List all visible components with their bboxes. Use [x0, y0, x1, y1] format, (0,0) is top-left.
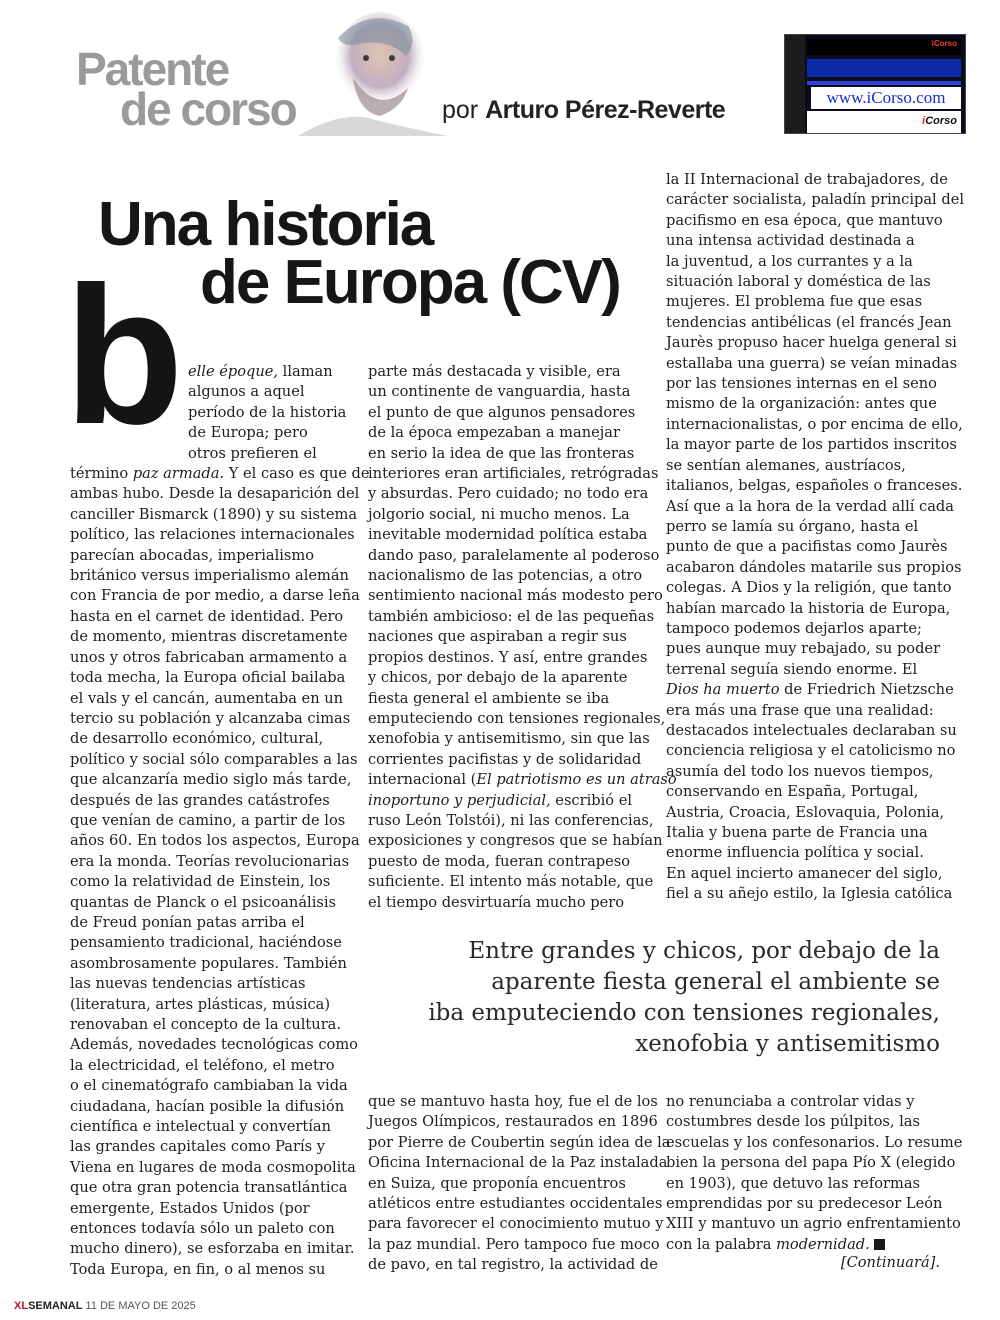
text-line: por las tensiones internas en el seno	[666, 375, 937, 393]
text-line: conciencia religiosa y el catolicismo no	[666, 742, 956, 760]
text-line: pues aunque muy rebajado, su poder	[666, 640, 941, 658]
text-line: sentimiento nacional más modesto pero	[368, 587, 663, 605]
text-line: una intensa actividad destinada a	[666, 232, 915, 250]
text-line: dando paso, paralelamente al poderoso	[368, 546, 660, 564]
text-line: interiores eran artificiales, retrógradas	[368, 465, 659, 483]
text-line	[368, 791, 648, 811]
text-line: ciudadana, hacían posible la difusión	[70, 1097, 345, 1115]
text-line: mujeres. El problema fue que esas	[666, 293, 923, 311]
text-line: fiesta general el ambiente se iba	[368, 689, 610, 707]
drop-cap: b	[64, 246, 184, 465]
text-line: internacionalistas, o por encima de ello,	[666, 415, 963, 433]
ad-bottom-logo: iCorso	[922, 115, 957, 127]
text-line: nacionalismo de las potencias, a otro	[368, 567, 643, 585]
pull-quote-line: iba emputeciendo con tensiones regionales,	[428, 1000, 940, 1026]
text-line: ruso León Tolstói), ni las conferencias,	[368, 811, 654, 829]
text-line: inevitable modernidad política estaba	[368, 526, 648, 544]
text-line: enorme influencia política y social.	[666, 844, 924, 862]
text-line: de momento, mientras discretamente	[70, 628, 348, 646]
text-line	[70, 464, 370, 484]
column-2-bottom	[368, 1092, 671, 1276]
text-line: político, las relaciones internacionales	[70, 526, 355, 544]
column-1	[70, 362, 370, 1280]
text-line: Además, novedades tecnológicas como	[70, 1036, 358, 1054]
article-title-line1: Una historia	[98, 190, 433, 259]
text-line: corrientes pacifistas y de solidaridad	[368, 750, 642, 768]
text-line: las nuevas tendencias artísticas	[70, 975, 306, 993]
italic-run: paz armada.	[132, 465, 225, 483]
text-line: en 1903), que detuvo las reformas	[666, 1174, 921, 1192]
page-footer	[14, 1300, 196, 1312]
text-line: emergente, Estados Unidos (por	[70, 1199, 310, 1217]
text-line: la juventud, a los currantes y a la	[666, 252, 913, 270]
text-line: y chicos, por debajo de la aparente	[368, 669, 628, 687]
footer-brand-xl: XL	[14, 1300, 29, 1312]
column-3-top	[666, 170, 965, 905]
text-line: tercio su población y alcanzaba cimas	[70, 709, 351, 727]
text-line: Oficina Internacional de la Paz instalada	[368, 1154, 668, 1172]
italic-run: modernidad.	[776, 1235, 870, 1253]
footer-brand-semanal: SEMANAL	[28, 1300, 83, 1312]
text-line: que venían de camino, a partir de los	[70, 811, 346, 829]
text-line: asombrosamente populares. También	[70, 954, 347, 972]
text-line: se sentían alemanes, austríacos,	[666, 456, 906, 474]
text-line: el vals y el cancán, aumentaba en un	[70, 689, 344, 707]
text-line: también ambicioso: el de las pequeñas	[368, 607, 655, 625]
footer-date: 11 DE MAYO DE 2025	[85, 1300, 196, 1312]
text-line: acabaron dándoles matarile sus propios	[666, 558, 962, 576]
ad-url[interactable]: www.iCorso.com	[811, 87, 961, 109]
italic-run: elle époque,	[188, 363, 279, 380]
text-line: años 60. En todos los aspectos, Europa	[70, 832, 360, 850]
text-line: como la relatividad de Einstein, los	[70, 873, 331, 891]
pull-quote-line: aparente fiesta general el ambiente se	[491, 969, 940, 995]
text-line: pensamiento tradicional, haciéndose	[70, 934, 342, 952]
text-line: que se mantuvo hasta hoy, fue el de los	[368, 1093, 658, 1110]
text-line: italianos, belgas, españoles o franceses.	[666, 477, 963, 495]
text-line: parecían abocadas, imperialismo	[70, 546, 315, 564]
text-run: Y el caso es que de	[224, 465, 370, 483]
text-line: después de las grandes catástrofes	[70, 791, 330, 809]
text-run: con la palabra	[666, 1235, 777, 1253]
text-run: internacional (	[368, 771, 477, 789]
text-line: en Suiza, que proponía encuentros	[368, 1174, 626, 1192]
text-line: Así que a la hora de la verdad allí cada	[666, 497, 954, 515]
text-line: bien la persona del papa Pío X (elegido	[666, 1154, 956, 1172]
italic-run: inoportuno y perjudicial,	[368, 791, 551, 809]
text-line: tampoco podemos dejarlos aparte;	[666, 619, 922, 637]
pull-quote-line: xenofobia y antisemitismo	[635, 1031, 940, 1057]
text-line: con Francia de por medio, a darse leña	[70, 587, 360, 605]
text-line: en serio la idea de que las fronteras	[368, 444, 635, 462]
text-line: para favorecer el conocimiento mutuo y	[368, 1215, 664, 1233]
ad-side-strip	[785, 35, 805, 133]
text-line: canciller Bismarck (1890) y su sistema	[70, 505, 358, 523]
text-line: la II Internacional de trabajadores, de	[666, 171, 948, 188]
text-line: propios destinos. Y así, entre grandes	[368, 648, 648, 666]
text-line: pacifismo en esa época, que mantuvo	[666, 211, 943, 229]
text-line	[368, 770, 677, 790]
text-line	[70, 362, 340, 382]
text-line: XIII y mantuvo un agrio enfrentamiento	[666, 1215, 961, 1233]
pull-quote	[372, 936, 940, 1060]
italic-run: El patriotismo es un atraso	[476, 771, 677, 789]
ad-blue-bar-thin	[807, 81, 961, 85]
text-line: el punto de que algunos pensadores	[368, 403, 636, 421]
text-line: Italia y buena parte de Francia una	[666, 824, 928, 841]
text-line: por Pierre de Coubertin según idea de la	[368, 1133, 671, 1151]
text-line	[666, 680, 954, 700]
section-title-line2: de corso	[120, 83, 296, 135]
text-line: costumbres desde los púlpitos, las	[666, 1113, 920, 1131]
text-line: parte más destacada y visible, era	[368, 363, 621, 380]
continued-note: [Continuará].	[840, 1254, 940, 1271]
icorso-website-ad[interactable]	[784, 34, 966, 134]
byline	[442, 96, 725, 125]
section-title-line1: Patente	[76, 43, 229, 95]
text-line	[666, 1235, 946, 1255]
text-line: las grandes capitales como París y	[70, 1138, 326, 1156]
author-portrait-illustration	[298, 8, 448, 138]
text-line: de Europa; pero	[188, 424, 308, 442]
text-line: político y social sólo comparables a las	[70, 750, 358, 768]
text-line: puesto de moda, fueran contrapeso	[368, 852, 631, 870]
end-of-article-square-icon	[874, 1239, 885, 1250]
text-line: la mayor parte de los partidos inscritos	[666, 436, 957, 454]
text-line: período de la historia	[188, 403, 347, 421]
text-line: algunos a aquel	[188, 383, 305, 401]
text-line: perro se lamía su órgano, hasta el	[666, 517, 919, 535]
text-line: mucho dinero), se esforzaba en imitar.	[70, 1240, 355, 1258]
text-line: científica e intelectual y convertían	[70, 1118, 331, 1136]
text-line: que alcanzaría medio siglo más tarde,	[70, 771, 352, 789]
text-line: no renunciaba a controlar vidas y	[666, 1093, 915, 1110]
text-line: destacados intelectuales declaraban su	[666, 721, 957, 739]
text-line: xenofobia y antisemitismo, sin que las	[368, 730, 650, 748]
text-line: británico versus imperialismo alemán	[70, 567, 349, 585]
text-line: de la época empezaban a manejar	[368, 424, 620, 442]
text-line: renovaban el concepto de la cultura.	[70, 1016, 342, 1033]
text-line: Toda Europa, en fin, o al menos su	[70, 1260, 326, 1278]
text-line: era más una frase que una realidad:	[666, 701, 934, 719]
text-line: de desarrollo económico, cultural,	[70, 730, 324, 748]
column-3-bottom	[666, 1092, 963, 1255]
text-line: la electricidad, el teléfono, el metro	[70, 1056, 335, 1074]
text-line: conservando en España, Portugal,	[666, 783, 919, 801]
text-line: la paz mundial. Pero tampoco fue moco	[368, 1235, 660, 1253]
byline-prefix: por	[442, 96, 479, 124]
text-line: mismo de la organización: antes que	[666, 395, 937, 413]
ad-mini-logo: iCorso	[931, 39, 957, 48]
text-line: escuelas y los confesonarios. Lo resume	[666, 1133, 963, 1151]
text-line: terrenal seguía siendo enorme. El	[666, 660, 918, 678]
author-name: Arturo Pérez-Reverte	[485, 96, 726, 124]
text-run: de Friedrich Nietzsche	[779, 681, 954, 699]
text-run: escribió el	[550, 791, 632, 809]
text-line: o el cinematógrafo cambiaban la vida	[70, 1077, 348, 1095]
pull-quote-line: Entre grandes y chicos, por debajo de la	[468, 938, 940, 964]
text-line: el tiempo desvirtuaría mucho pero	[368, 893, 624, 911]
article-title-line2: de Europa (CV)	[200, 248, 620, 317]
text-line: estallaba una guerra) se veían minadas	[666, 354, 958, 372]
text-line: En aquel incierto amanecer del siglo,	[666, 864, 943, 882]
text-line: tendencias antibélicas (el francés Jean	[666, 313, 952, 331]
text-line: Jaurès propuso hacer huelga general si	[666, 334, 957, 352]
text-line: carácter socialista, paladín principal del	[666, 191, 965, 209]
text-line: unos y otros fabricaban armamento a	[70, 648, 348, 666]
text-line: asumía del todo los nuevos tiempos,	[666, 762, 934, 780]
text-line: de pavo, en tal registro, la actividad de	[368, 1256, 658, 1274]
text-line: emputeciendo con tensiones regionales,	[368, 709, 666, 727]
text-line: punto de que a pacifistas como Jaurès	[666, 538, 948, 556]
text-line: toda mecha, la Europa oficial bailaba	[70, 669, 346, 687]
text-line: Juegos Olímpicos, restaurados en 1896	[368, 1113, 658, 1131]
text-line: y absurdas. Pero cuidado; no todo era	[368, 485, 649, 503]
ad-blue-bar	[807, 59, 961, 77]
text-line: otros prefieren el	[188, 444, 317, 462]
text-line: Viena en lugares de moda cosmopolita	[70, 1158, 356, 1176]
text-line: ambas hubo. Desde la desaparición del	[70, 485, 360, 503]
text-line: era la monda. Teorías revolucionarias	[70, 852, 350, 870]
text-line: colegas. A Dios y la religión, que tanto	[666, 579, 952, 597]
text-line: de Freud ponían patas arriba el	[70, 913, 305, 931]
text-line: jolgorio social, ni mucho menos. La	[368, 505, 630, 523]
text-line: situación laboral y doméstica de las	[666, 273, 931, 291]
text-line: naciones que aspiraban a regir sus	[368, 628, 627, 646]
text-line: exposiciones y congresos que se habían	[368, 832, 663, 850]
text-line: habían marcado la historia de Europa,	[666, 599, 951, 617]
text-line: un continente de vanguardia, hasta	[368, 383, 631, 401]
text-line: hasta en el carnet de identidad. Pero	[70, 607, 344, 625]
text-line: quantas de Planck o el psicoanálisis	[70, 893, 337, 911]
column-2-top	[368, 362, 677, 913]
text-line: (literatura, artes plásticas, música)	[70, 995, 331, 1013]
text-line: fiel a su añejo estilo, la Iglesia católica	[666, 885, 953, 903]
text-line: entonces todavía sólo un paleto con	[70, 1220, 335, 1238]
text-line: Austria, Croacia, Eslovaquia, Polonia,	[666, 803, 945, 821]
text-run: término	[70, 465, 133, 483]
text-run: llaman	[278, 363, 333, 380]
text-line: que otra gran potencia transatlántica	[70, 1179, 348, 1197]
text-line: atléticos entre estudiantes occidentales	[368, 1195, 663, 1213]
text-line: emprendidas por su predecesor León	[666, 1195, 943, 1213]
italic-run: Dios ha muerto	[666, 681, 780, 699]
text-line: suficiente. El intento más notable, que	[368, 873, 654, 891]
